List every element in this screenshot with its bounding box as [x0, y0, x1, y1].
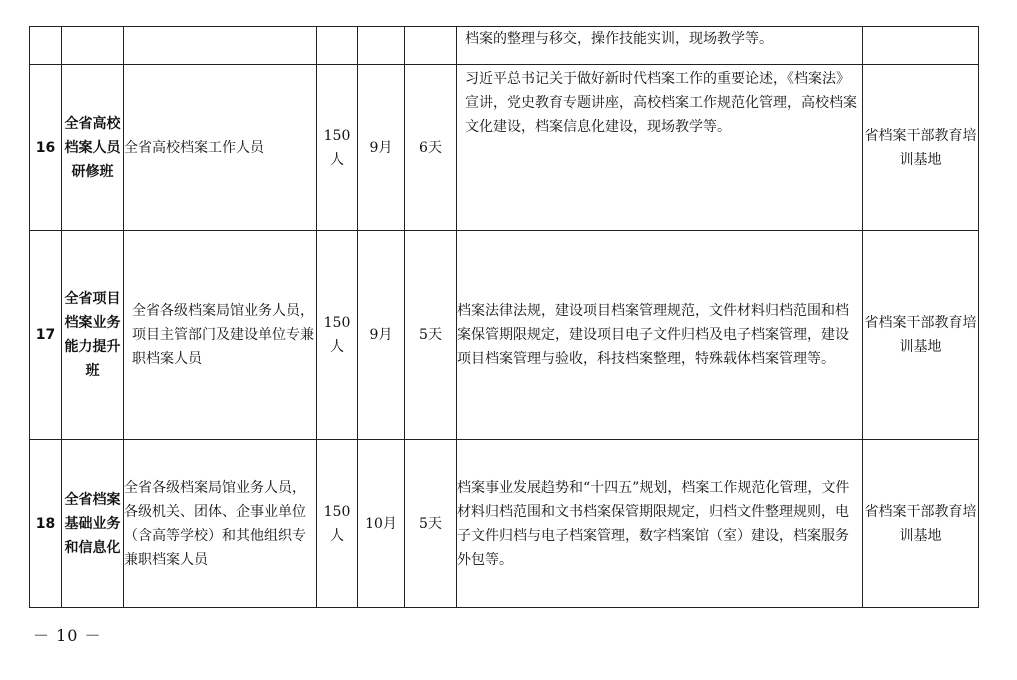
training-content: 习近平总书记关于做好新时代档案工作的重要论述，《档案法》宣讲，党史教育专题讲座，高校档案工作规范化管理，高校档案文化建设，档案信息化建设，现场教学等。 — [465, 71, 857, 135]
participant-count: 150人 — [317, 65, 358, 231]
cell-empty — [863, 27, 979, 65]
training-month: 9月 — [358, 65, 405, 231]
training-month: 9月 — [358, 231, 405, 440]
row-number: 16 — [30, 65, 62, 231]
training-month: 10月 — [358, 440, 405, 608]
table-row-continued — [30, 27, 979, 65]
cell-empty — [30, 27, 62, 65]
organizer: 省档案干部教育培训基地 — [863, 231, 979, 440]
target-audience: 全省高校档案工作人员 — [124, 65, 317, 231]
table-row — [30, 65, 979, 231]
target-audience: 全省各级档案局馆业务人员，各级机关、团体、企事业单位（含高等学校）和其他组织专兼职档案人员 — [124, 440, 317, 608]
cell-empty — [317, 27, 358, 65]
row-number: 18 — [30, 440, 62, 608]
training-content: 档案法律法规，建设项目档案管理规范，文件材料归档范围和档案保管期限规定，建设项目电子文件归档及电子档案管理，建设项目档案管理与验收，科技档案整理，特殊载体档案管理等。 — [457, 231, 863, 440]
organizer: 省档案干部教育培训基地 — [863, 440, 979, 608]
table-row — [30, 231, 979, 440]
training-content-cell — [457, 65, 863, 231]
training-content-cell — [457, 27, 863, 65]
training-content: 档案事业发展趋势和“十四五”规划，档案工作规范化管理，文件材料归档范围和文书档案保管期限规定，归档文件整理规则，电子文件归档与电子档案管理，数字档案馆（室）建设，档案服务外包等。 — [457, 440, 863, 608]
training-plan-table — [29, 26, 979, 608]
training-days: 5天 — [405, 231, 457, 440]
training-days: 5天 — [405, 440, 457, 608]
course-name: 全省项目档案业务能力提升班 — [62, 231, 124, 440]
cell-empty — [405, 27, 457, 65]
row-number: 17 — [30, 231, 62, 440]
training-content: 档案的整理与移交，操作技能实训，现场教学等。 — [465, 31, 773, 47]
cell-empty — [62, 27, 124, 65]
training-days: 6天 — [405, 65, 457, 231]
table-row — [30, 440, 979, 608]
organizer: 省档案干部教育培训基地 — [863, 65, 979, 231]
cell-empty — [124, 27, 317, 65]
page-number: － 10 － — [33, 626, 102, 645]
course-name: 全省档案基础业务和信息化 — [62, 440, 124, 608]
course-name: 全省高校档案人员研修班 — [62, 65, 124, 231]
target-audience: 全省各级档案局馆业务人员，项目主管部门及建设单位专兼职档案人员 — [124, 231, 317, 440]
participant-count: 150人 — [317, 231, 358, 440]
participant-count: 150人 — [317, 440, 358, 608]
cell-empty — [358, 27, 405, 65]
